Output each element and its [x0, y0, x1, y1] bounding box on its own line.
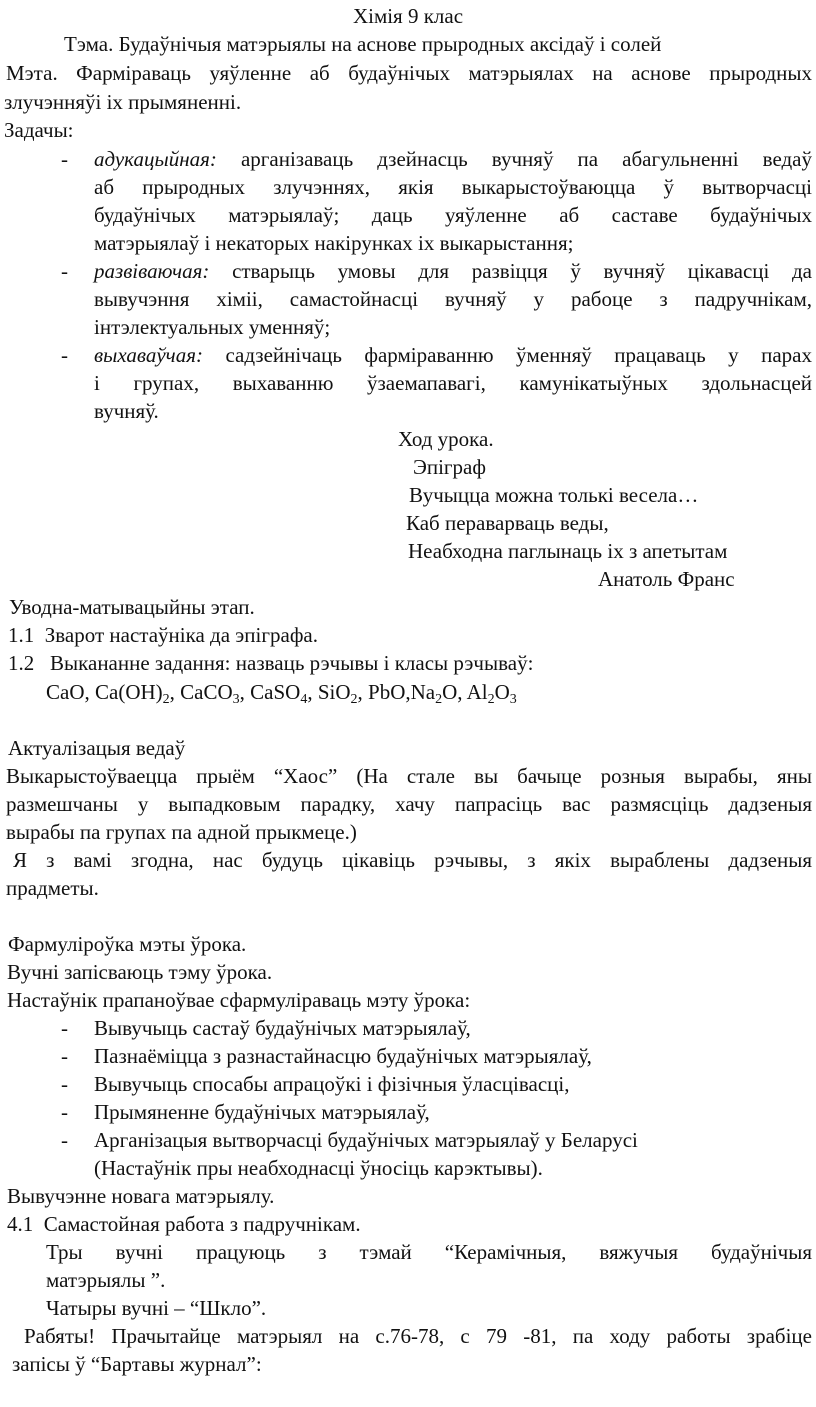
- item-number: 4.1: [7, 1212, 34, 1236]
- item-number: 1.2: [8, 651, 35, 675]
- task-educational-label: адукацыйная:: [94, 147, 217, 171]
- list-dash: -: [61, 259, 68, 283]
- list-dash: -: [61, 1072, 68, 1096]
- epigraph-label: Эпіграф: [413, 455, 486, 479]
- epigraph-line-2: Каб пераварваць веды,: [406, 511, 609, 535]
- goal-item: Вывучыць спосабы апрацоўкі і фізічныя ўласцівасці,: [94, 1072, 570, 1096]
- three-students-line-1: Тры вучні працуюць з тэмай “Керамічныя, вяжучыя будаўнічыя: [46, 1240, 812, 1264]
- goal-item: Вывучыць састаў будаўнічых матэрыялаў,: [94, 1016, 471, 1040]
- actualization-p1-line-3: вырабы па групах па адной прыкмеце.): [6, 820, 357, 844]
- list-dash: -: [61, 1128, 68, 1152]
- task-developing-label: развіваючая:: [94, 259, 210, 283]
- three-students-line-2: матэрыялы ”.: [46, 1268, 166, 1292]
- goal-item: Прымяненне будаўнічых матэрыялаў,: [94, 1100, 430, 1124]
- instruction-line-1: Рабяты! Прачытайце матэрыял на с.76-78, с 79 -81, па ходу работы зрабіце: [24, 1324, 812, 1348]
- task-developing-line-3: інтэлектуальных уменняў;: [94, 315, 331, 339]
- new-material-item: [7, 1210, 361, 1238]
- item-text: Зварот настаўніка да эпіграфа.: [44, 623, 318, 647]
- epigraph-line-3: Неабходна паглынаць іх з апетытам: [408, 539, 728, 563]
- stage1-title: Уводна-матывацыйны этап.: [9, 595, 255, 619]
- task-educational-line-2: аб прыродных злучэннях, якія выкарыстоўваюцца ў вытворчасці: [94, 175, 812, 199]
- task-educational-line-1: [94, 145, 812, 173]
- goal-item: Арганізацыя вытворчасці будаўнічых матэрыялаў у Беларусі: [94, 1128, 638, 1152]
- epigraph-line-1: Вучыцца можна толькі весела…: [409, 483, 699, 507]
- task-upbringing-text: садзейнічаць фарміраванню ўменняў працаваць у парах: [225, 343, 812, 367]
- goals-title: Фармуліроўка мэты ўрока.: [8, 932, 247, 956]
- lesson-goal-line-1: Мэта. Фарміраваць уяўленне аб будаўнічых матэрыялах на аснове прыродных: [6, 61, 812, 85]
- actualization-p1-line-1: Выкарыстоўваецца прыём “Хаос” (На стале вы бачыце розныя вырабы, яны: [6, 764, 812, 788]
- goals-line-1: Вучні запісваюць тэму ўрока.: [7, 960, 273, 984]
- task-developing-line-1: [94, 257, 812, 285]
- item-text: Самастойная работа з падручнікам.: [43, 1212, 361, 1236]
- new-material-title: Вывучэнне новага матэрыялу.: [7, 1184, 275, 1208]
- stage1-item-2: [8, 649, 533, 677]
- goals-note: (Настаўнік пры неабходнасці ўносіць карэктывы).: [94, 1156, 543, 1180]
- instruction-line-2: запісы ў “Бартавы журнал”:: [12, 1352, 262, 1376]
- task-educational-text: арганізаваць дзейнасць вучняў па абагульненні ведаў: [240, 147, 813, 171]
- four-students-line: Чатыры вучні – “Шкло”.: [46, 1296, 267, 1320]
- task-developing-text: стварыць умовы для развіцця ў вучняў цікавасці да: [232, 259, 813, 283]
- chemical-formulas: CaO, $Ca(OH)_2$, CaCO$_3$, CaSO$_4$, SiO$_2$, $PbO,Na_2O$, $Al_2O_3$: [46, 680, 517, 707]
- actualization-p2-line-2: прадметы.: [6, 876, 99, 900]
- epigraph-author: Анатоль Франс: [598, 567, 735, 591]
- item-number: 1.1: [8, 623, 35, 647]
- actualization-p1-line-2: размешчаны у выпадковым парадку, хачу папрасіць вас размясціць дадзеныя: [6, 792, 812, 816]
- lesson-heading: Ход урока.: [398, 427, 494, 451]
- task-upbringing-line-3: вучняў.: [94, 399, 159, 423]
- document-title: Хімія 9 клас: [352, 4, 464, 28]
- list-dash: -: [61, 1100, 68, 1124]
- task-upbringing-label: выхаваўчая:: [94, 343, 203, 367]
- task-developing-line-2: вывучэння хіміі, самастойнасці вучняў у рабоце з падручнікам,: [94, 287, 812, 311]
- list-dash: -: [61, 1044, 68, 1068]
- goals-line-2: Настаўнік прапаноўвае сфармуліраваць мэту ўрока:: [7, 988, 471, 1012]
- list-dash: -: [61, 1016, 68, 1040]
- list-dash: -: [61, 343, 68, 367]
- stage1-item-1: [8, 621, 318, 649]
- task-upbringing-line-1: [94, 341, 812, 369]
- task-educational-line-3: будаўнічых матэрыялаў; даць уяўленне аб саставе будаўнічых: [94, 203, 812, 227]
- task-educational-line-4: матэрыялаў і некаторых накірунках іх выкарыстання;: [94, 231, 574, 255]
- goal-item: Пазнаёміцца з разнастайнасцю будаўнічых матэрыялаў,: [94, 1044, 592, 1068]
- item-text: Выкананне задання: назваць рэчывы і класы рэчываў:: [50, 651, 534, 675]
- task-upbringing-line-2: і групах, выхаванню ўзаемапавагі, камунікатыўных здольнасцей: [94, 371, 812, 395]
- actualization-p2-line-1: Я з вамі згодна, нас будуць цікавіць рэчывы, з якіх выраблены дадзеныя: [13, 848, 812, 872]
- tasks-heading: Задачы:: [4, 118, 74, 142]
- actualization-title: Актуалізацыя ведаў: [8, 736, 186, 760]
- lesson-topic: Тэма. Будаўнічыя матэрыялы на аснове прыродных аксідаў і солей: [64, 32, 662, 56]
- list-dash: -: [61, 147, 68, 171]
- lesson-goal-line-2: злучэнняўі іх прымяненні.: [4, 90, 242, 114]
